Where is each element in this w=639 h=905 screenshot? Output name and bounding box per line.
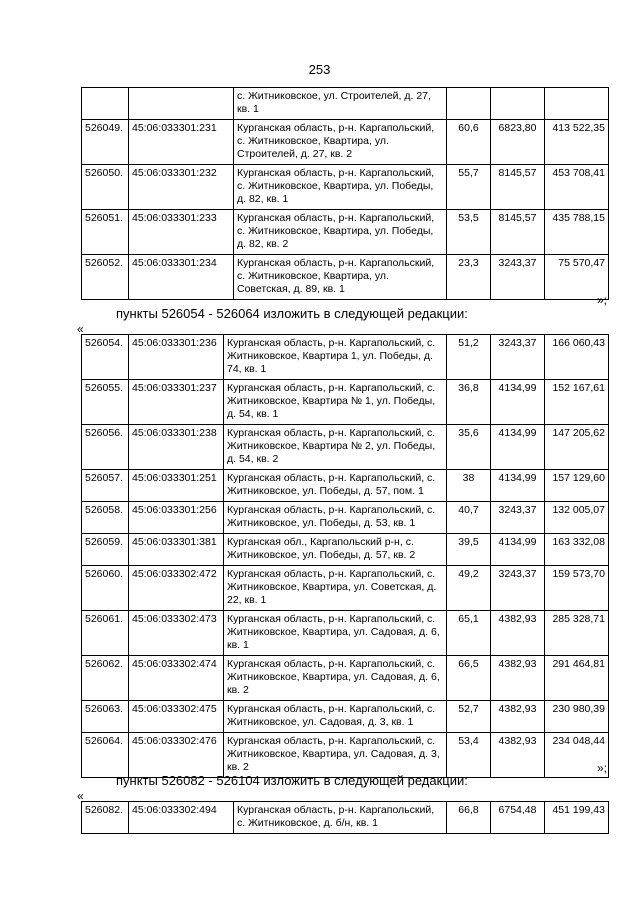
cell-cadastral-number: 45:06:033301:237: [129, 380, 224, 425]
cell-item-number: 526063.: [82, 701, 129, 733]
table-row: [82, 380, 609, 425]
cell-address: Курганская область, р-н. Каргапольский, с. Житниковское, ул. Победы, д. 53, кв. 1: [224, 502, 447, 534]
cell-area: 39,5: [447, 534, 491, 566]
cell-item-number: 526056.: [82, 425, 129, 470]
cell-cadastral-number: 45:06:033302:472: [129, 566, 224, 611]
cell-address: Курганская обл., Каргапольский р-н, с. Житниковское, ул. Победы, д. 57, кв. 2: [224, 534, 447, 566]
cell-address: Курганская область, р-н. Каргапольский, с. Житниковское, Квартира, ул. Садовая, д. 3, кв. 2: [224, 733, 447, 778]
cell-item-number: 526062.: [82, 656, 129, 701]
cell-item-number: 526058.: [82, 502, 129, 534]
cell-area: 53,5: [447, 210, 491, 255]
cell-cadastral-number: 45:06:033301:238: [129, 425, 224, 470]
cell-cadastral-cost: 152 167,61: [545, 380, 609, 425]
cell-item-number: 526051.: [82, 210, 129, 255]
cell-address: Курганская область, р-н. Каргапольский, с. Житниковское, Квартира, ул. Победы, д. 82, кв. 2: [234, 210, 447, 255]
cell-address: с. Житниковское, ул. Строителей, д. 27, кв. 1: [234, 88, 447, 120]
page-number: 253: [308, 62, 331, 77]
cell-cadastral-cost: 159 573,70: [545, 566, 609, 611]
cell-area: 38: [447, 470, 491, 502]
cell-unit-value: 6823,80: [491, 120, 545, 165]
cell-item-number: 526060.: [82, 566, 129, 611]
cell-unit-value: 3243,37: [491, 566, 545, 611]
cell-cadastral-cost: 451 199,43: [545, 802, 609, 834]
cell-unit-value: 8145,57: [491, 165, 545, 210]
cell-area: 52,7: [447, 701, 491, 733]
cell-cadastral-number: 45:06:033301:256: [129, 502, 224, 534]
cell-unit-value: 4382,93: [491, 733, 545, 778]
cell-address: Курганская область, р-н. Каргапольский, с. Житниковское, Квартира № 1, ул. Победы, д. 54, кв. 1: [224, 380, 447, 425]
cell-address: Курганская область, р-н. Каргапольский, с. Житниковское, Квартира, ул. Советская, д. 89, кв. 1: [234, 255, 447, 300]
cell-cadastral-cost: 147 205,62: [545, 425, 609, 470]
cell-address: Курганская область, р-н. Каргапольский, с. Житниковское, Квартира 1, ул. Победы, д. 74, кв. 1: [224, 335, 447, 380]
cell-area: 66,8: [447, 802, 491, 834]
cell-area: 23,3: [447, 255, 491, 300]
cell-unit-value: 4134,99: [491, 470, 545, 502]
cell-cadastral-cost: 234 048,44: [545, 733, 609, 778]
cell-item-number: 526082.: [82, 802, 129, 834]
cell-address: Курганская область, р-н. Каргапольский, с. Житниковское, Квартира № 2, ул. Победы, д. 54, кв. 2: [224, 425, 447, 470]
table-row: [82, 255, 609, 300]
table-row: [82, 210, 609, 255]
cell-cadastral-cost: 230 980,39: [545, 701, 609, 733]
cell-address: Курганская область, р-н. Каргапольский, с. Житниковское, д. б/н, кв. 1: [234, 802, 447, 834]
cell-unit-value: 4382,93: [491, 611, 545, 656]
cell-item-number: [82, 88, 129, 120]
cell-area: 51,2: [447, 335, 491, 380]
table-row: [82, 335, 609, 380]
cell-address: Курганская область, р-н. Каргапольский, с. Житниковское, Квартира, ул. Садовая, д. 6, кв. 2: [224, 656, 447, 701]
cell-area: 49,2: [447, 566, 491, 611]
cell-area: 35,6: [447, 425, 491, 470]
cell-item-number: 526054.: [82, 335, 129, 380]
cell-address: Курганская область, р-н. Каргапольский, с. Житниковское, Квартира, ул. Победы, д. 82, кв. 1: [234, 165, 447, 210]
cell-unit-value: 3243,37: [491, 502, 545, 534]
cell-address: Курганская область, р-н. Каргапольский, с. Житниковское, Квартира, ул. Советская, д. 22, кв. 1: [224, 566, 447, 611]
table-row: [82, 470, 609, 502]
table-row: [82, 611, 609, 656]
cell-unit-value: 3243,37: [491, 335, 545, 380]
cell-item-number: 526052.: [82, 255, 129, 300]
cell-cadastral-number: 45:06:033302:475: [129, 701, 224, 733]
cell-cadastral-number: 45:06:033301:233: [129, 210, 234, 255]
cell-unit-value: 4382,93: [491, 701, 545, 733]
table-row: [82, 733, 609, 778]
cell-cadastral-cost: 413 522,35: [545, 120, 609, 165]
cell-cadastral-cost: 453 708,41: [545, 165, 609, 210]
cell-area: 53,4: [447, 733, 491, 778]
cell-cadastral-cost: 166 060,43: [545, 335, 609, 380]
cell-area: 65,1: [447, 611, 491, 656]
table-row: [82, 701, 609, 733]
cell-cadastral-number: 45:06:033301:381: [129, 534, 224, 566]
cell-cadastral-number: 45:06:033301:234: [129, 255, 234, 300]
cell-unit-value: 3243,37: [491, 255, 545, 300]
table-row: [82, 802, 609, 834]
cell-cadastral-number: 45:06:033301:251: [129, 470, 224, 502]
table-row: [82, 656, 609, 701]
table-row: [82, 120, 609, 165]
amendment-instruction: пункты 526082 - 526104 изложить в следующей редакции:: [116, 773, 468, 788]
table-records-2: [81, 334, 609, 778]
cell-cadastral-cost: 435 788,15: [545, 210, 609, 255]
cell-unit-value: 4134,99: [491, 425, 545, 470]
cell-unit-value: 4134,99: [491, 534, 545, 566]
cell-area: [447, 88, 491, 120]
cell-cadastral-cost: 291 464,81: [545, 656, 609, 701]
cell-address: Курганская область, р-н. Каргапольский, с. Житниковское, ул. Победы, д. 57, пом. 1: [224, 470, 447, 502]
cell-cadastral-cost: [545, 88, 609, 120]
closing-quote: »;: [597, 293, 608, 307]
cell-cadastral-number: 45:06:033302:476: [129, 733, 224, 778]
cell-unit-value: 4134,99: [491, 380, 545, 425]
cell-cadastral-number: 45:06:033302:494: [129, 802, 234, 834]
cell-item-number: 526061.: [82, 611, 129, 656]
cell-item-number: 526064.: [82, 733, 129, 778]
cell-cadastral-number: [129, 88, 234, 120]
amendment-instruction: пункты 526054 - 526064 изложить в следующей редакции:: [116, 306, 468, 321]
cell-cadastral-number: 45:06:033302:474: [129, 656, 224, 701]
cell-cadastral-cost: 75 570,47: [545, 255, 609, 300]
cell-area: 66,5: [447, 656, 491, 701]
table-row: [82, 425, 609, 470]
cell-unit-value: 8145,57: [491, 210, 545, 255]
cell-cadastral-number: 45:06:033301:236: [129, 335, 224, 380]
closing-quote: »;: [597, 761, 608, 775]
cell-area: 60,6: [447, 120, 491, 165]
cell-cadastral-number: 45:06:033301:231: [129, 120, 234, 165]
cell-address: Курганская область, р-н. Каргапольский, с. Житниковское, Квартира, ул. Строителей, д. 27, кв. 2: [234, 120, 447, 165]
table-row: [82, 502, 609, 534]
cell-item-number: 526049.: [82, 120, 129, 165]
cell-cadastral-cost: 157 129,60: [545, 470, 609, 502]
cell-cadastral-number: 45:06:033301:232: [129, 165, 234, 210]
table-records-3: [81, 801, 609, 834]
cell-cadastral-cost: 163 332,08: [545, 534, 609, 566]
cell-area: 36,8: [447, 380, 491, 425]
table-records-1: [81, 87, 609, 300]
opening-quote: «: [77, 322, 84, 336]
cell-address: Курганская область, р-н. Каргапольский, с. Житниковское, ул. Садовая, д. 3, кв. 1: [224, 701, 447, 733]
cell-area: 40,7: [447, 502, 491, 534]
table-row: [82, 534, 609, 566]
table-row: [82, 88, 609, 120]
cell-item-number: 526057.: [82, 470, 129, 502]
table-row: [82, 165, 609, 210]
cell-unit-value: [491, 88, 545, 120]
cell-area: 55,7: [447, 165, 491, 210]
cell-item-number: 526059.: [82, 534, 129, 566]
table-row: [82, 566, 609, 611]
cell-item-number: 526050.: [82, 165, 129, 210]
cell-item-number: 526055.: [82, 380, 129, 425]
cell-cadastral-number: 45:06:033302:473: [129, 611, 224, 656]
cell-unit-value: 6754,48: [491, 802, 545, 834]
cell-unit-value: 4382,93: [491, 656, 545, 701]
cell-cadastral-cost: 285 328,71: [545, 611, 609, 656]
cell-address: Курганская область, р-н. Каргапольский, с. Житниковское, Квартира, ул. Садовая, д. 6, кв. 1: [224, 611, 447, 656]
opening-quote: «: [77, 789, 84, 803]
cell-cadastral-cost: 132 005,07: [545, 502, 609, 534]
